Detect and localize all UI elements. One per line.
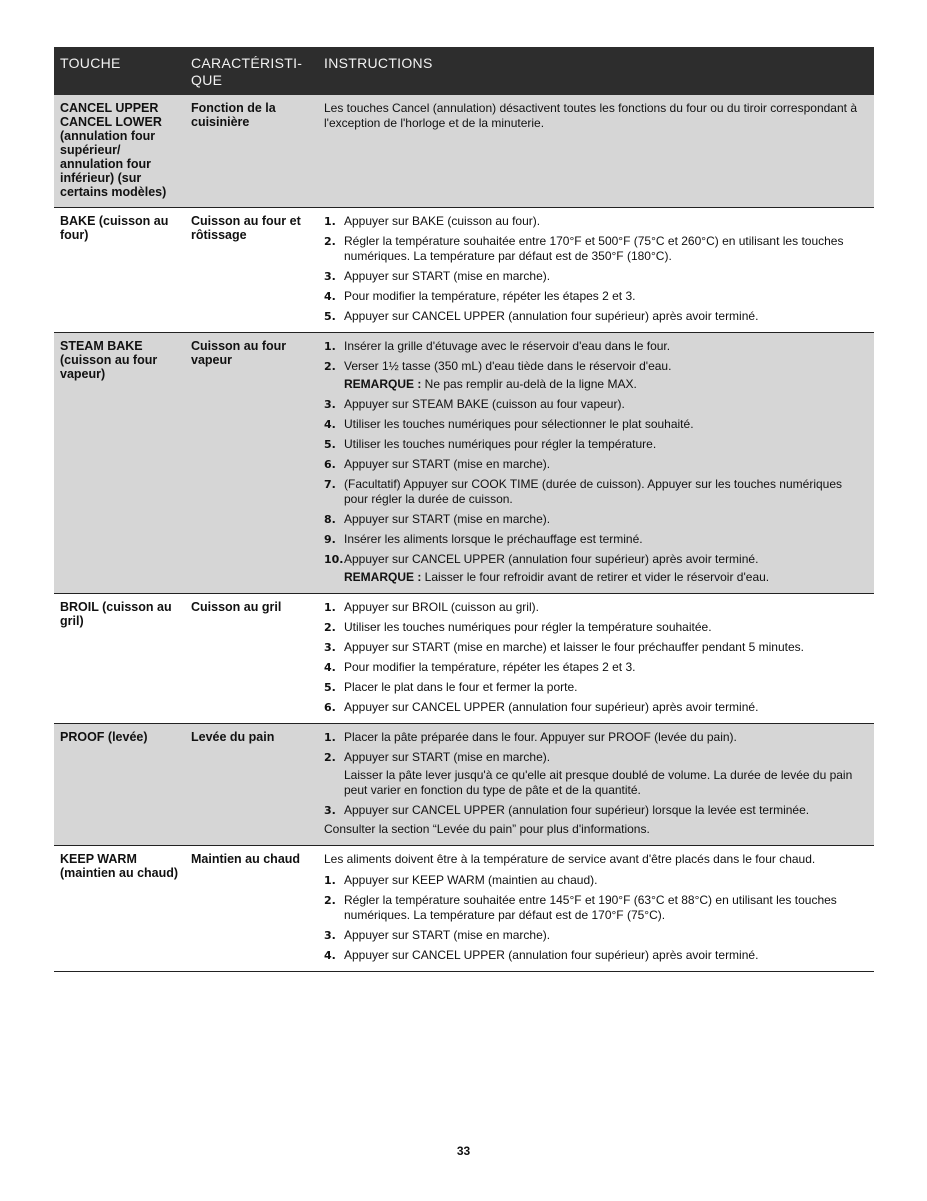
step-number: 4. bbox=[324, 661, 336, 674]
step-item bbox=[324, 730, 868, 745]
step-item bbox=[324, 803, 868, 818]
steps-list bbox=[324, 600, 868, 715]
step-number: 1. bbox=[324, 731, 336, 744]
step-item bbox=[324, 214, 868, 229]
step-number: 5. bbox=[324, 681, 336, 694]
feature-cell: Fonction de la cuisinière bbox=[185, 95, 318, 208]
feature-cell: Cuisson au four et rôtissage bbox=[185, 208, 318, 333]
step-text: Appuyer sur START (mise en marche) et laisser le four préchauffer pendant 5 minutes. bbox=[344, 640, 804, 654]
step-text: Pour modifier la température, répéter les étapes 2 et 3. bbox=[344, 660, 636, 674]
step-text: Régler la température souhaitée entre 170°F et 500°F (75°C et 260°C) en utilisant les touches numériques. La température par défaut est de 350°F (180°C). bbox=[344, 234, 844, 263]
note-text: Laisser le four refroidir avant de retirer et vider le réservoir d'eau. bbox=[421, 570, 770, 584]
table-body bbox=[54, 95, 874, 972]
feature-cell: Cuisson au four vapeur bbox=[185, 333, 318, 594]
step-text: Placer le plat dans le four et fermer la porte. bbox=[344, 680, 578, 694]
step-text: Appuyer sur START (mise en marche). bbox=[344, 269, 551, 283]
step-number: 2. bbox=[324, 235, 336, 248]
step-text: Appuyer sur STEAM BAKE (cuisson au four vapeur). bbox=[344, 397, 625, 411]
steps-list bbox=[324, 873, 868, 963]
step-text: Appuyer sur KEEP WARM (maintien au chaud). bbox=[344, 873, 598, 887]
step-item bbox=[324, 600, 868, 615]
step-note bbox=[344, 377, 868, 392]
steps-list bbox=[324, 214, 868, 324]
step-item bbox=[324, 893, 868, 923]
step-item bbox=[324, 234, 868, 264]
step-text: Verser 1½ tasse (350 mL) d'eau tiède dans le réservoir d'eau. bbox=[344, 359, 672, 373]
step-item bbox=[324, 928, 868, 943]
instructions-intro: Les touches Cancel (annulation) désactivent toutes les fonctions du four ou du tiroir correspondant à l'exception de l'horloge et de la minuterie. bbox=[324, 101, 857, 130]
table-row bbox=[54, 333, 874, 594]
step-item bbox=[324, 309, 868, 324]
step-number: 2. bbox=[324, 360, 336, 373]
step-number: 3. bbox=[324, 804, 336, 817]
table-row bbox=[54, 95, 874, 208]
step-text: Appuyer sur CANCEL UPPER (annulation four supérieur) après avoir terminé. bbox=[344, 700, 759, 714]
feature-cell: Cuisson au gril bbox=[185, 594, 318, 724]
step-item bbox=[324, 397, 868, 412]
feature-table bbox=[54, 47, 874, 972]
step-text: Utiliser les touches numériques pour régler la température souhaitée. bbox=[344, 620, 712, 634]
step-number: 1. bbox=[324, 340, 336, 353]
step-item bbox=[324, 660, 868, 675]
step-item bbox=[324, 680, 868, 695]
step-text: Appuyer sur START (mise en marche). bbox=[344, 750, 551, 764]
step-item bbox=[324, 269, 868, 284]
header-key: TOUCHE bbox=[54, 47, 185, 95]
step-item bbox=[324, 289, 868, 304]
step-item bbox=[324, 948, 868, 963]
instructions-cell bbox=[318, 95, 874, 208]
instructions-cell bbox=[318, 333, 874, 594]
instructions-intro: Les aliments doivent être à la température de service avant d'être placés dans le four chaud. bbox=[324, 852, 816, 866]
key-name-cell: CANCEL UPPER CANCEL LOWER (annulation four supérieur/ annulation four inférieur) (sur certains modèles) bbox=[54, 95, 185, 208]
step-text: Placer la pâte préparée dans le four. Appuyer sur PROOF (levée du pain). bbox=[344, 730, 737, 744]
feature-table-page bbox=[54, 47, 874, 972]
header-instructions: INSTRUCTIONS bbox=[318, 47, 874, 95]
table-row bbox=[54, 208, 874, 333]
step-text: Appuyer sur START (mise en marche). bbox=[344, 928, 551, 942]
step-text: Appuyer sur BAKE (cuisson au four). bbox=[344, 214, 541, 228]
step-number: 2. bbox=[324, 621, 336, 634]
step-number: 4. bbox=[324, 418, 336, 431]
note-label: REMARQUE : bbox=[344, 570, 422, 584]
step-text: Utiliser les touches numériques pour régler la température. bbox=[344, 437, 657, 451]
step-number: 6. bbox=[324, 701, 336, 714]
table-row bbox=[54, 724, 874, 846]
key-name-cell: STEAM BAKE (cuisson au four vapeur) bbox=[54, 333, 185, 594]
step-note bbox=[344, 768, 868, 798]
step-item bbox=[324, 417, 868, 432]
step-note bbox=[344, 570, 868, 585]
step-text: Appuyer sur BROIL (cuisson au gril). bbox=[344, 600, 539, 614]
step-text: Utiliser les touches numériques pour sélectionner le plat souhaité. bbox=[344, 417, 694, 431]
note-text: Ne pas remplir au-delà de la ligne MAX. bbox=[421, 377, 637, 391]
note-text: Laisser la pâte lever jusqu'à ce qu'elle ait presque doublé de volume. La durée de levée du pain peut varier en fonction du type de pâte et de la quantité. bbox=[344, 768, 853, 797]
step-number: 1. bbox=[324, 601, 336, 614]
steps-list bbox=[324, 339, 868, 585]
instructions-cell bbox=[318, 594, 874, 724]
step-text: Appuyer sur START (mise en marche). bbox=[344, 512, 551, 526]
step-number: 3. bbox=[324, 929, 336, 942]
table-header bbox=[54, 47, 874, 95]
step-item bbox=[324, 457, 868, 472]
step-number: 3. bbox=[324, 641, 336, 654]
step-number: 4. bbox=[324, 949, 336, 962]
step-item bbox=[324, 512, 868, 527]
step-text: Régler la température souhaitée entre 145°F et 190°F (63°C et 88°C) en utilisant les touches numériques. La température par défaut est de 170°F (75°C). bbox=[344, 893, 837, 922]
step-text: (Facultatif) Appuyer sur COOK TIME (durée de cuisson). Appuyer sur les touches numériques pour régler la durée de cuisson. bbox=[344, 477, 842, 506]
step-item bbox=[324, 532, 868, 547]
table-row bbox=[54, 846, 874, 972]
step-item bbox=[324, 873, 868, 888]
step-text: Appuyer sur START (mise en marche). bbox=[344, 457, 551, 471]
step-number: 2. bbox=[324, 751, 336, 764]
step-number: 6. bbox=[324, 458, 336, 471]
step-number: 9. bbox=[324, 533, 336, 546]
step-number: 3. bbox=[324, 270, 336, 283]
step-number: 4. bbox=[324, 290, 336, 303]
feature-cell: Levée du pain bbox=[185, 724, 318, 846]
step-text: Appuyer sur CANCEL UPPER (annulation four supérieur) après avoir terminé. bbox=[344, 309, 759, 323]
step-item bbox=[324, 620, 868, 635]
step-number: 7. bbox=[324, 478, 336, 491]
header-feature: CARACTÉRISTI-QUE bbox=[185, 47, 318, 95]
step-text: Appuyer sur CANCEL UPPER (annulation four supérieur) lorsque la levée est terminée. bbox=[344, 803, 810, 817]
step-text: Pour modifier la température, répéter les étapes 2 et 3. bbox=[344, 289, 636, 303]
step-text: Insérer les aliments lorsque le préchauffage est terminé. bbox=[344, 532, 643, 546]
instructions-cell bbox=[318, 724, 874, 846]
instructions-cell bbox=[318, 208, 874, 333]
step-number: 1. bbox=[324, 874, 336, 887]
instructions-cell bbox=[318, 846, 874, 972]
step-text: Insérer la grille d'étuvage avec le réservoir d'eau dans le four. bbox=[344, 339, 671, 353]
step-number: 1. bbox=[324, 215, 336, 228]
step-item bbox=[324, 640, 868, 655]
feature-cell: Maintien au chaud bbox=[185, 846, 318, 972]
note-label: REMARQUE : bbox=[344, 377, 422, 391]
step-number: 10. bbox=[324, 553, 344, 566]
key-name-cell: BROIL (cuisson au gril) bbox=[54, 594, 185, 724]
step-item bbox=[324, 339, 868, 354]
step-number: 8. bbox=[324, 513, 336, 526]
page-number: 33 bbox=[456, 1144, 471, 1158]
step-number: 3. bbox=[324, 398, 336, 411]
step-item bbox=[324, 750, 868, 798]
step-item bbox=[324, 477, 868, 507]
step-item bbox=[324, 700, 868, 715]
key-name-cell: PROOF (levée) bbox=[54, 724, 185, 846]
key-name-cell: BAKE (cuisson au four) bbox=[54, 208, 185, 333]
step-item bbox=[324, 359, 868, 392]
step-number: 5. bbox=[324, 310, 336, 323]
step-number: 5. bbox=[324, 438, 336, 451]
step-item bbox=[324, 552, 868, 585]
step-text: Appuyer sur CANCEL UPPER (annulation four supérieur) après avoir terminé. bbox=[344, 552, 759, 566]
step-item bbox=[324, 437, 868, 452]
step-text: Appuyer sur CANCEL UPPER (annulation four supérieur) après avoir terminé. bbox=[344, 948, 759, 962]
key-name-cell: KEEP WARM (maintien au chaud) bbox=[54, 846, 185, 972]
table-row bbox=[54, 594, 874, 724]
instructions-footnote: Consulter la section “Levée du pain” pour plus d'informations. bbox=[324, 822, 650, 836]
steps-list bbox=[324, 730, 868, 818]
step-number: 2. bbox=[324, 894, 336, 907]
